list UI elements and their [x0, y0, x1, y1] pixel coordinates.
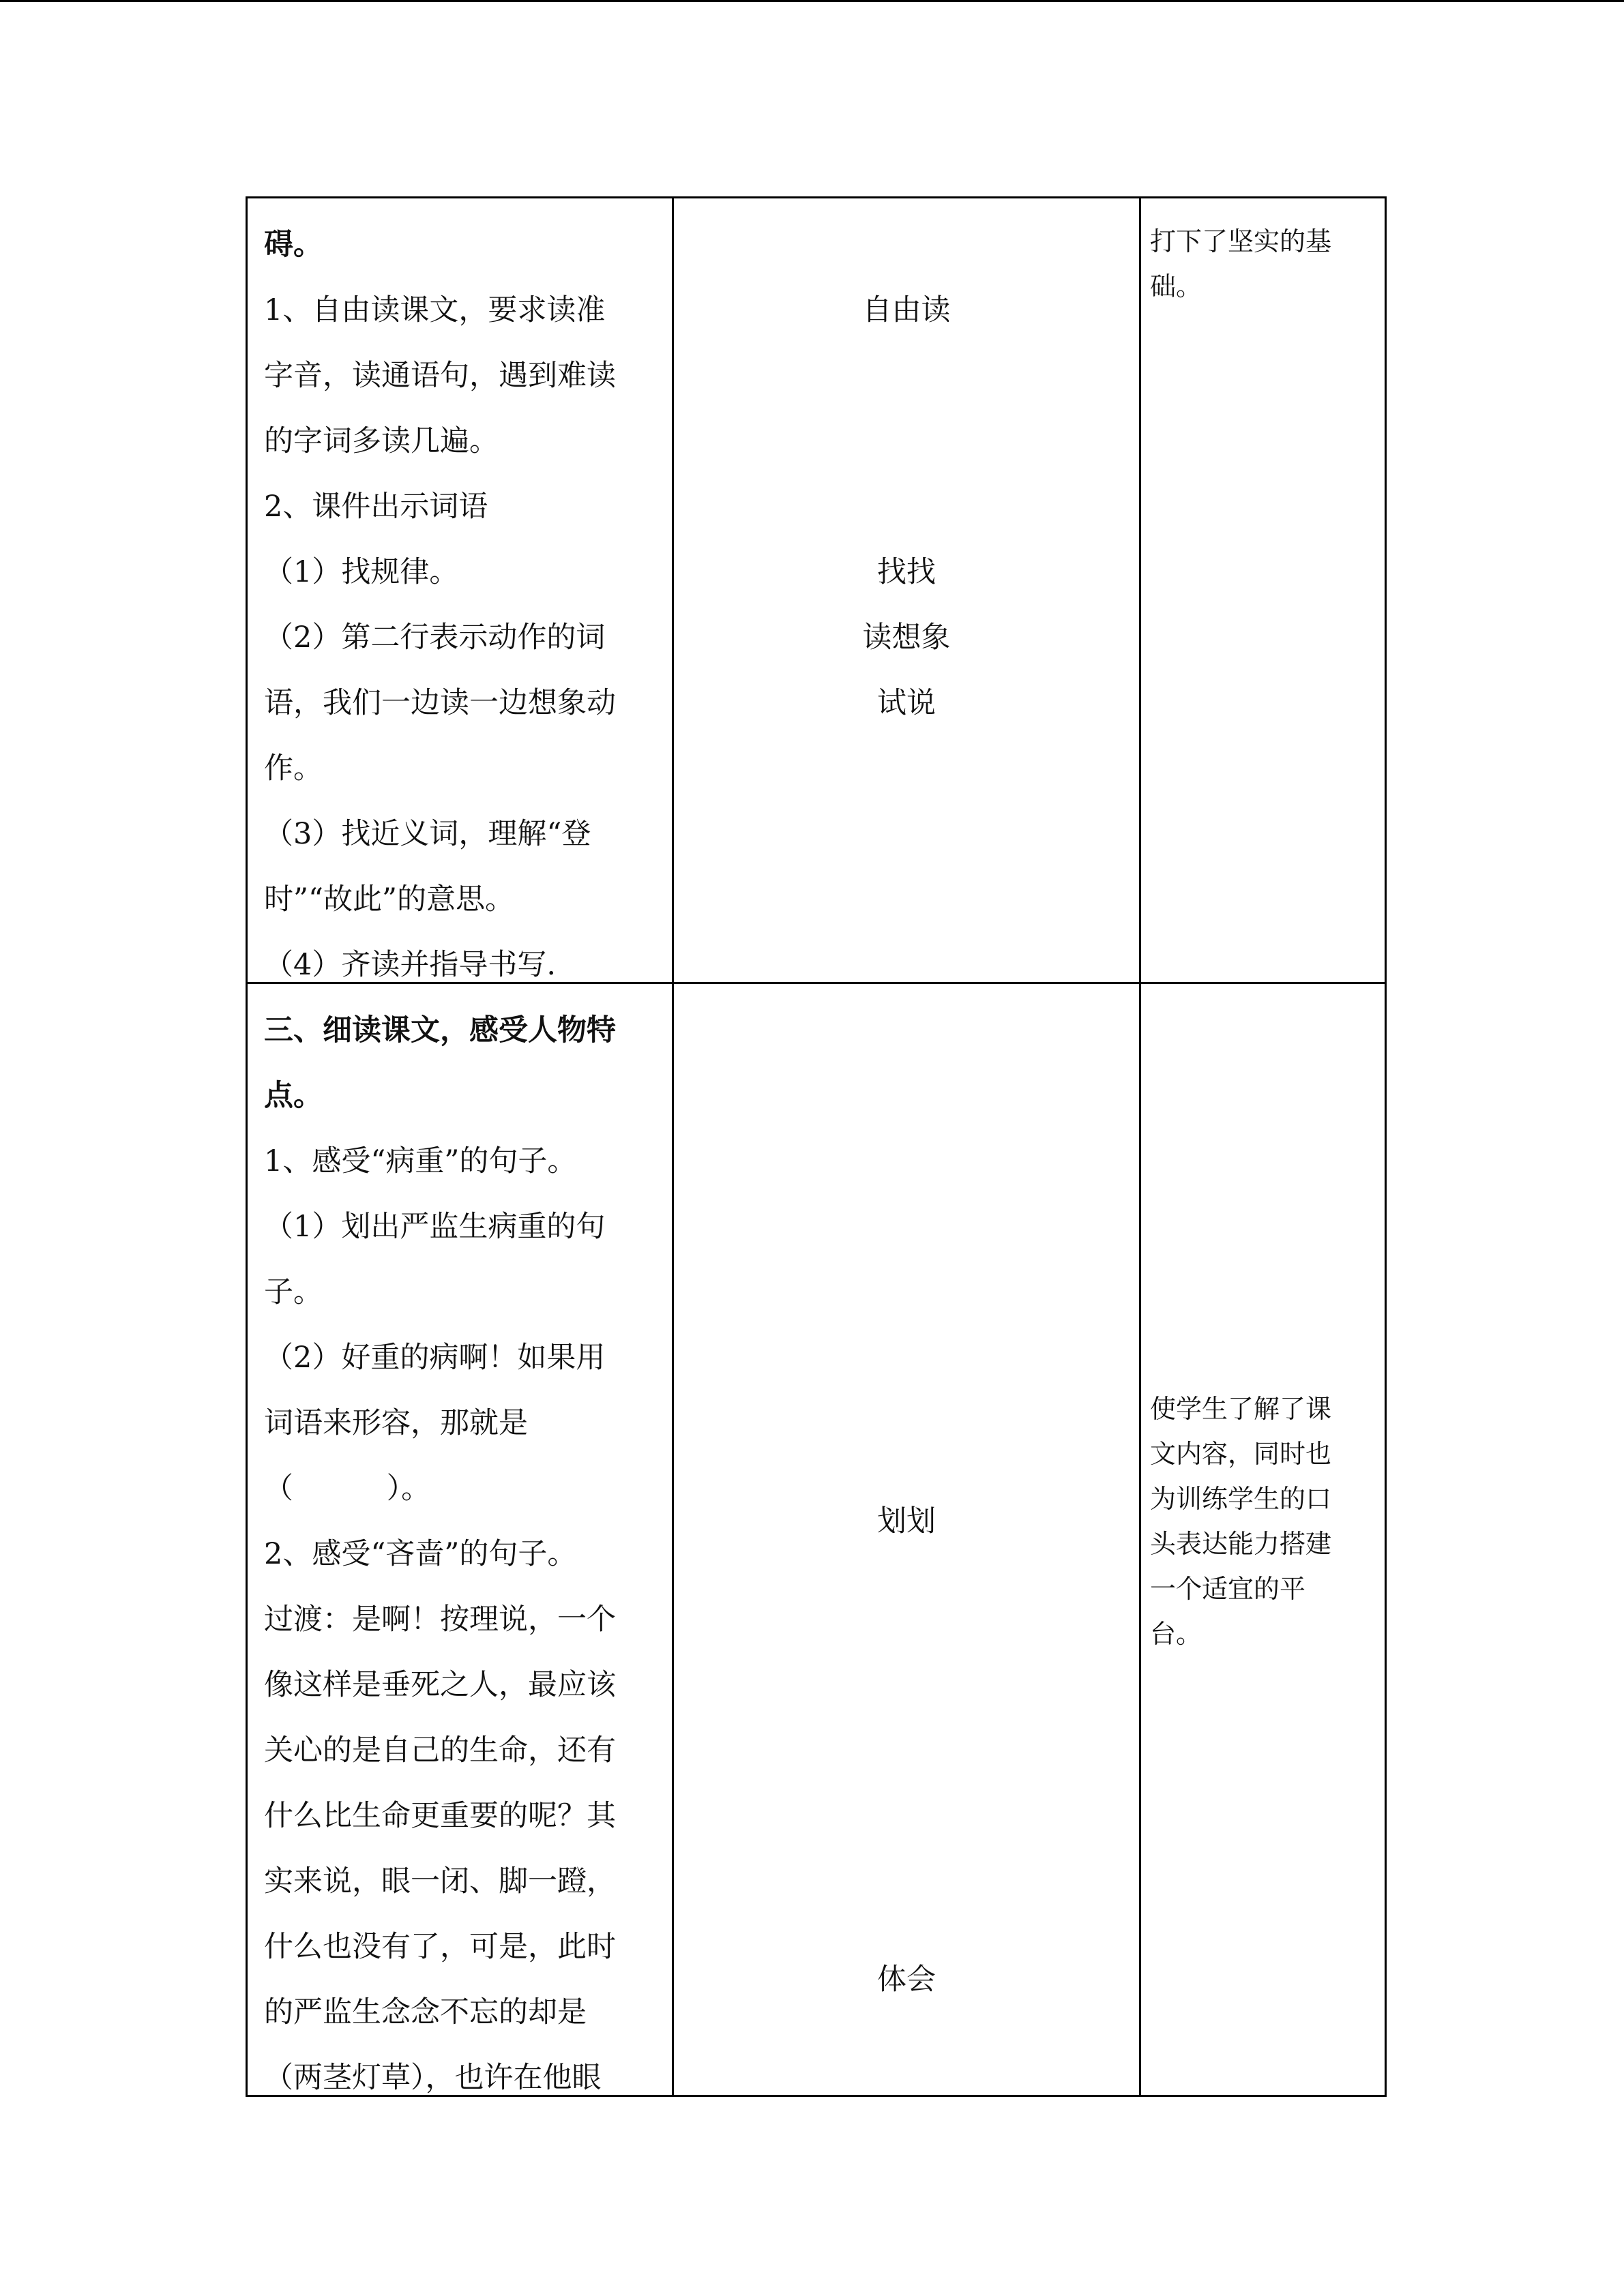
- content-line: （2）第二行表示动作的词: [264, 621, 606, 655]
- design-intent-cell: [1150, 1386, 1355, 1656]
- content-line: 2、感受“吝啬”的句子。: [264, 1537, 577, 1571]
- content-line: 像这样是垂死之人，最应该: [264, 1668, 616, 1702]
- content-line: 字音，读通语句，遇到难读: [264, 359, 616, 393]
- content-line: （3）找近义词，理解“登: [264, 817, 591, 851]
- page-top-border: [0, 0, 1624, 2]
- content-line: 什么比生命更重要的呢？其: [264, 1799, 616, 1833]
- teaching-content-cell: [264, 998, 663, 2111]
- design-intent-cell: [1150, 219, 1355, 309]
- content-line: 的字词多读几遍。: [264, 424, 499, 458]
- content-line: 的严监生念念不忘的却是: [264, 1995, 587, 2029]
- teaching-content-cell: [264, 212, 663, 998]
- student-activity: 体会: [877, 1963, 936, 1997]
- content-line: 子。: [264, 1275, 323, 1309]
- intent-line: 台。: [1150, 1619, 1202, 1649]
- table-row-2: [248, 984, 1385, 2097]
- content-line: 作。: [264, 751, 323, 786]
- content-line: 1、自由读课文，要求读准: [264, 293, 606, 327]
- content-line: （两茎灯草），也许在他眼: [264, 2061, 602, 2095]
- content-line: （1）划出严监生病重的句: [264, 1210, 606, 1244]
- content-line: 碍。: [264, 228, 323, 262]
- table-row-1: [248, 198, 1385, 984]
- intent-line: 打下了坚实的基: [1150, 226, 1332, 256]
- student-activity: 读想象: [862, 621, 951, 655]
- intent-line: 础。: [1150, 271, 1202, 301]
- content-line: 2、课件出示词语: [264, 490, 488, 524]
- content-line: （ ）。: [264, 1472, 431, 1506]
- intent-line: 一个适宜的平: [1150, 1574, 1306, 1604]
- content-line: 时”“故此”的意思。: [264, 882, 514, 916]
- content-line: 三、细读课文，感受人物特: [264, 1013, 616, 1047]
- content-line: （2）好重的病啊！如果用: [264, 1341, 606, 1375]
- content-line: 过渡：是啊！按理说，一个: [264, 1602, 616, 1637]
- intent-line: 文内容，同时也: [1150, 1439, 1332, 1469]
- column-divider: [1139, 198, 1141, 982]
- content-line: （4）齐读并指导书写.: [264, 948, 557, 982]
- student-activity: 自由读: [862, 293, 951, 327]
- content-line: 关心的是自己的生命，还有: [264, 1733, 616, 1768]
- content-line: 1、感受“病重”的句子。: [264, 1144, 577, 1178]
- content-line: （1）找规律。: [264, 555, 459, 589]
- intent-line: 头表达能力搭建: [1150, 1529, 1332, 1559]
- lesson-plan-table: [246, 196, 1387, 2097]
- student-activity: 划划: [877, 1504, 936, 1538]
- column-divider: [1139, 984, 1141, 2097]
- content-line: 点。: [264, 1079, 323, 1113]
- content-line: 词语来形容，那就是: [264, 1406, 528, 1440]
- intent-line: 使学生了解了课: [1150, 1394, 1332, 1424]
- content-line: 实来说，眼一闭、脚一蹬，: [264, 1864, 616, 1898]
- content-line: 什么也没有了，可是，此时: [264, 1930, 616, 1964]
- content-line: 语，我们一边读一边想象动: [264, 686, 616, 720]
- student-activity: 试说: [877, 686, 936, 720]
- intent-line: 为训练学生的口: [1150, 1484, 1332, 1514]
- student-activity: 找找: [877, 555, 936, 589]
